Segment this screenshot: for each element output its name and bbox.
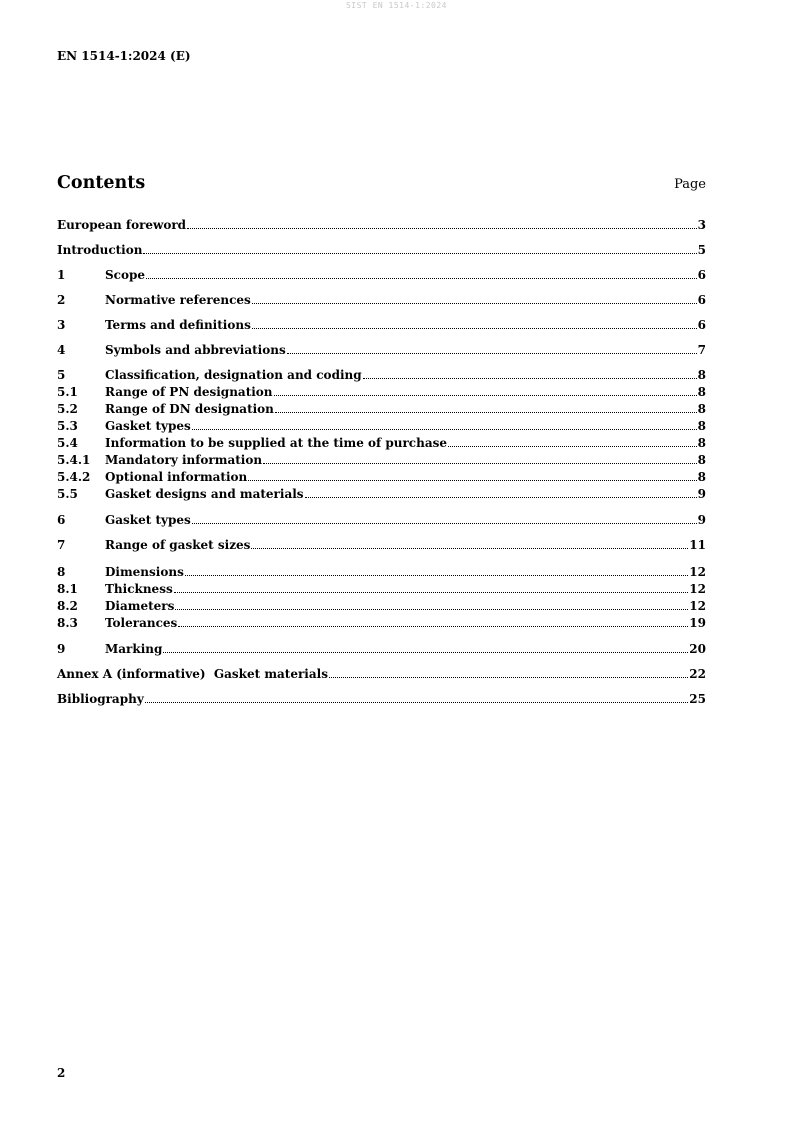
toc-entry-annex-a[interactable] xyxy=(57,665,706,681)
toc-entry-number: 5.3 xyxy=(57,419,78,433)
toc-entry-page: 12 xyxy=(689,599,706,613)
toc-leader xyxy=(305,496,697,498)
contents-title: Contents xyxy=(57,173,146,193)
toc-leader xyxy=(143,252,696,254)
toc-entry-1[interactable] xyxy=(57,266,706,282)
toc-entry-number: 7 xyxy=(57,538,66,552)
toc-entry-number: 5.1 xyxy=(57,385,78,399)
toc-entry-number: 2 xyxy=(57,293,66,307)
toc-entry-page: 20 xyxy=(689,642,706,656)
toc-entry-title: Information to be supplied at the time of purchase xyxy=(105,436,447,450)
toc-leader xyxy=(263,462,697,464)
toc-leader xyxy=(252,327,697,329)
toc-entry-title: Annex A (informative) Gasket materials xyxy=(57,667,328,681)
toc-entry-page: 9 xyxy=(697,487,706,501)
toc-entry-page: 8 xyxy=(697,368,706,382)
toc-entry-title: Range of gasket sizes xyxy=(105,538,251,552)
toc-entry-page: 8 xyxy=(697,402,706,416)
toc-entry-number: 8 xyxy=(57,565,66,579)
toc-leader xyxy=(363,377,697,379)
toc-leader xyxy=(287,352,697,354)
toc-entry-8-2[interactable] xyxy=(57,597,706,613)
toc-entry-5-4[interactable] xyxy=(57,434,706,450)
toc-entry-title: European foreword xyxy=(57,218,187,232)
toc-entry-european-foreword[interactable] xyxy=(57,216,706,232)
toc-entry-page: 8 xyxy=(697,436,706,450)
toc-entry-number: 6 xyxy=(57,513,66,527)
toc-entry-number: 5.4.2 xyxy=(57,470,91,484)
toc-entry-page: 25 xyxy=(689,692,706,706)
toc-entry-8-3[interactable] xyxy=(57,614,706,630)
toc-entry-number: 5 xyxy=(57,368,66,382)
toc-leader xyxy=(185,574,688,576)
toc-entry-title: Range of PN designation xyxy=(105,385,273,399)
toc-entry-number: 5.4.1 xyxy=(57,453,91,467)
toc-entry-2[interactable] xyxy=(57,291,706,307)
toc-entry-5-3[interactable] xyxy=(57,417,706,433)
toc-entry-page: 3 xyxy=(697,218,706,232)
toc-entry-6[interactable] xyxy=(57,511,706,527)
toc-entry-number: 1 xyxy=(57,268,66,282)
toc-entry-page: 8 xyxy=(697,470,706,484)
toc-entry-title: Terms and definitions xyxy=(105,318,251,332)
toc-entry-page: 22 xyxy=(689,667,706,681)
toc-entry-title: Range of DN designation xyxy=(105,402,274,416)
toc-entry-number: 5.4 xyxy=(57,436,78,450)
toc-entry-title: Symbols and abbreviations xyxy=(105,343,286,357)
toc-entry-number: 5.5 xyxy=(57,487,78,501)
toc-entry-title: Dimensions xyxy=(105,565,184,579)
toc-entry-title: Introduction xyxy=(57,243,143,257)
toc-entry-title: Bibliography xyxy=(57,692,144,706)
toc-entry-title: Tolerances xyxy=(105,616,178,630)
toc-entry-8[interactable] xyxy=(57,563,706,579)
toc-entry-page: 12 xyxy=(689,565,706,579)
toc-entry-number: 8.2 xyxy=(57,599,78,613)
toc-entry-page: 5 xyxy=(697,243,706,257)
toc-entry-5-4-1[interactable] xyxy=(57,451,706,467)
toc-entry-title: Gasket types xyxy=(105,513,191,527)
toc-entry-title: Scope xyxy=(105,268,146,282)
toc-leader xyxy=(174,591,689,593)
toc-entry-5-4-2[interactable] xyxy=(57,468,706,484)
page-number: 2 xyxy=(57,1066,66,1080)
toc-entry-page: 8 xyxy=(697,419,706,433)
toc-leader xyxy=(275,411,697,413)
toc-entry-title: Marking xyxy=(105,642,163,656)
toc-leader xyxy=(274,394,697,396)
toc-entry-4[interactable] xyxy=(57,341,706,357)
toc-entry-5-5[interactable] xyxy=(57,485,706,501)
toc-entry-title: Mandatory information xyxy=(105,453,263,467)
page-column-label: Page xyxy=(674,177,706,192)
toc-leader xyxy=(187,227,697,229)
toc-entry-number: 8.3 xyxy=(57,616,78,630)
toc-entry-number: 4 xyxy=(57,343,66,357)
toc-leader xyxy=(329,676,688,678)
document-id-header: EN 1514-1:2024 (E) xyxy=(57,49,191,63)
toc-entry-page: 11 xyxy=(689,538,706,552)
toc-entry-title: Diameters xyxy=(105,599,175,613)
toc-entry-title: Classification, designation and coding xyxy=(105,368,362,382)
watermark: SIST EN 1514-1:2024 xyxy=(345,1,447,10)
toc-entry-page: 9 xyxy=(697,513,706,527)
toc-entry-9[interactable] xyxy=(57,640,706,656)
toc-entry-number: 8.1 xyxy=(57,582,78,596)
toc-entry-page: 6 xyxy=(697,268,706,282)
toc-entry-7[interactable] xyxy=(57,536,706,552)
toc-leader xyxy=(448,445,697,447)
toc-entry-number: 5.2 xyxy=(57,402,78,416)
toc-leader xyxy=(192,428,697,430)
toc-entry-page: 8 xyxy=(697,385,706,399)
toc-entry-3[interactable] xyxy=(57,316,706,332)
toc-entry-page: 7 xyxy=(697,343,706,357)
toc-entry-title: Optional information xyxy=(105,470,248,484)
toc-leader xyxy=(192,522,697,524)
toc-leader xyxy=(251,547,688,549)
toc-leader xyxy=(252,302,697,304)
toc-entry-title: Thickness xyxy=(105,582,173,596)
toc-leader xyxy=(146,277,697,279)
toc-entry-5-2[interactable] xyxy=(57,400,706,416)
toc-entry-5-1[interactable] xyxy=(57,383,706,399)
toc-entry-page: 12 xyxy=(689,582,706,596)
toc-leader xyxy=(248,479,696,481)
toc-entry-bibliography[interactable] xyxy=(57,690,706,706)
toc-entry-introduction[interactable] xyxy=(57,241,706,257)
toc-entry-page: 8 xyxy=(697,453,706,467)
toc-entry-page: 19 xyxy=(689,616,706,630)
toc-entry-number: 3 xyxy=(57,318,66,332)
toc-entry-title: Normative references xyxy=(105,293,251,307)
toc-entry-number: 9 xyxy=(57,642,66,656)
toc-entry-title: Gasket types xyxy=(105,419,191,433)
toc-entry-title: Gasket designs and materials xyxy=(105,487,304,501)
toc-leader xyxy=(163,651,688,653)
toc-entry-8-1[interactable] xyxy=(57,580,706,596)
toc-entry-page: 6 xyxy=(697,293,706,307)
toc-leader xyxy=(175,608,688,610)
toc-leader xyxy=(145,701,689,703)
toc-entry-5[interactable] xyxy=(57,366,706,382)
toc-leader xyxy=(178,625,688,627)
toc-entry-page: 6 xyxy=(697,318,706,332)
